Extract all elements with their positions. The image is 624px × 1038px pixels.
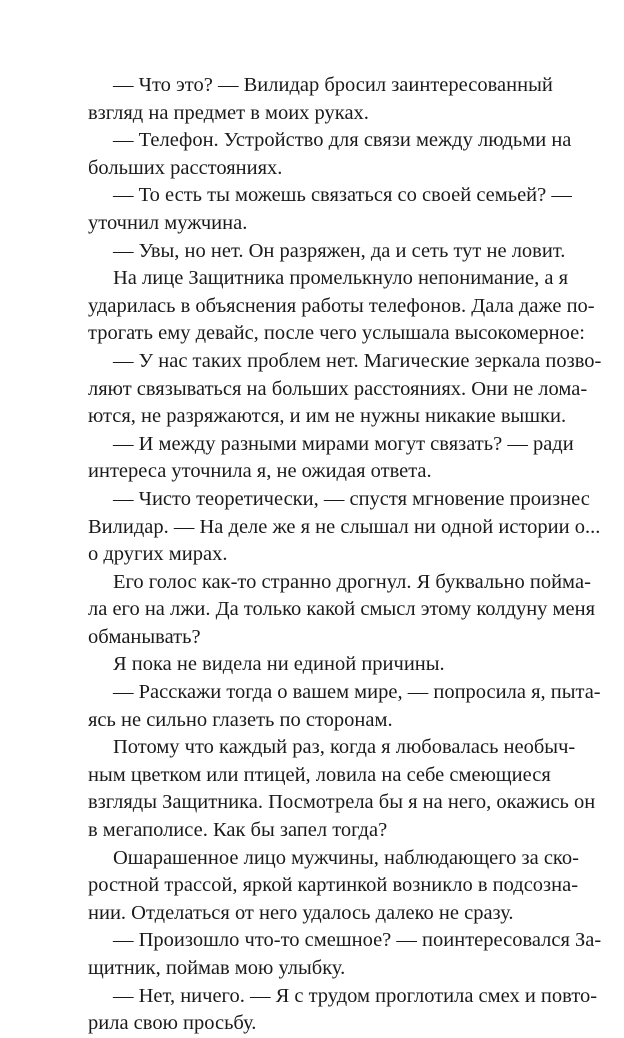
paragraph [88,265,595,348]
paragraph [88,845,579,928]
text-line: щитник, поймав мою улыбку. [88,957,346,979]
text-line: ла его на лжи. Да только какой смысл этому колдуну меня [88,598,596,621]
text-line: Вилидар. — На деле же я не слышал ни одной истории о... [88,515,601,538]
paragraph [88,431,574,486]
text-line: ным цветком или птицей, ловила на себе смеющиеся [88,763,551,786]
paragraph [88,569,596,652]
text-line: Я пока не видела ни единой причины. [113,653,445,676]
paragraph [88,651,540,679]
paragraph [88,72,553,127]
text-line: интереса уточнила я, не ожидая ответа. [88,460,432,483]
text-line: — Нет, ничего. — Я с трудом проглотила смех и повто- [113,984,598,1007]
text-line: трогать ему девайс, после чего услышала высокомерное: [88,322,585,345]
text-line: уточнил мужчина. [88,211,248,234]
text-line: — Телефон. Устройство для связи между людьми на [113,129,572,152]
text-line: — То есть ты можешь связаться со своей семьей? — [113,184,572,207]
paragraph [88,486,601,569]
text-line: взгляд на предмет в моих руках. [88,101,369,124]
paragraph [88,927,602,982]
text-line: — Что это? — Вилидар бросил заинтересованный [113,74,553,96]
paragraph [88,348,602,431]
paragraph [88,182,572,237]
paragraph [88,127,572,182]
paragraph [88,983,598,1038]
text-line: ростной трассой, яркой картинкой возникло в подсозна- [88,874,579,897]
text-line: — Расскажи тогда о вашем мире, — попросила я, пыта- [113,681,601,704]
text-line: больших расстояниях. [88,156,283,179]
text-line: ются, не разряжаются, и им не нужны никакие вышки. [88,405,567,428]
text-line: — Увы, но нет. Он разряжен, да и сеть тут не ловит. [113,239,566,262]
text-line: рила свою просьбу. [88,1012,257,1035]
text-line: Его голос как-то странно дрогнул. Я буквально поймa- [113,570,591,593]
text-line: нии. Отделаться от него удалось далеко не сразу. [88,901,514,924]
text-line: о других мирах. [88,543,228,566]
text-line: — Произошло что-то смешное? — поинтересовался За- [113,929,602,952]
text-line: взгляды Защитника. Посмотрела бы я на него, окажись он [88,791,596,814]
text-line: — У нас таких проблем нет. Магические зеркала позво- [113,349,602,372]
text-line: ясь не сильно глазеть по сторонам. [88,708,393,731]
text-line: — Чисто теоретически, — спустя мгновение произнес [113,487,590,510]
paragraph [88,734,596,844]
text-line: Ошарашенное лицо мужчины, наблюдающего за ско- [113,846,579,869]
text-line: Потому что каждый раз, когда я любовалась необыч- [113,736,576,759]
text-line: ударилась в объяснения работы телефонов. Дала даже по- [88,294,595,317]
text-line: — И между разными мирами могут связать? — ради [113,432,574,455]
text-line: обманывать? [88,625,201,648]
paragraph [88,238,566,266]
text-line: На лице Защитника промелькнуло непонимание, а я [113,267,569,290]
book-page-text [88,72,602,1038]
paragraph [88,679,601,734]
text-line: в мегаполисе. Как бы запел тогда? [88,819,388,842]
text-line: ляют связываться на больших расстояниях. Они не лома- [88,377,588,400]
